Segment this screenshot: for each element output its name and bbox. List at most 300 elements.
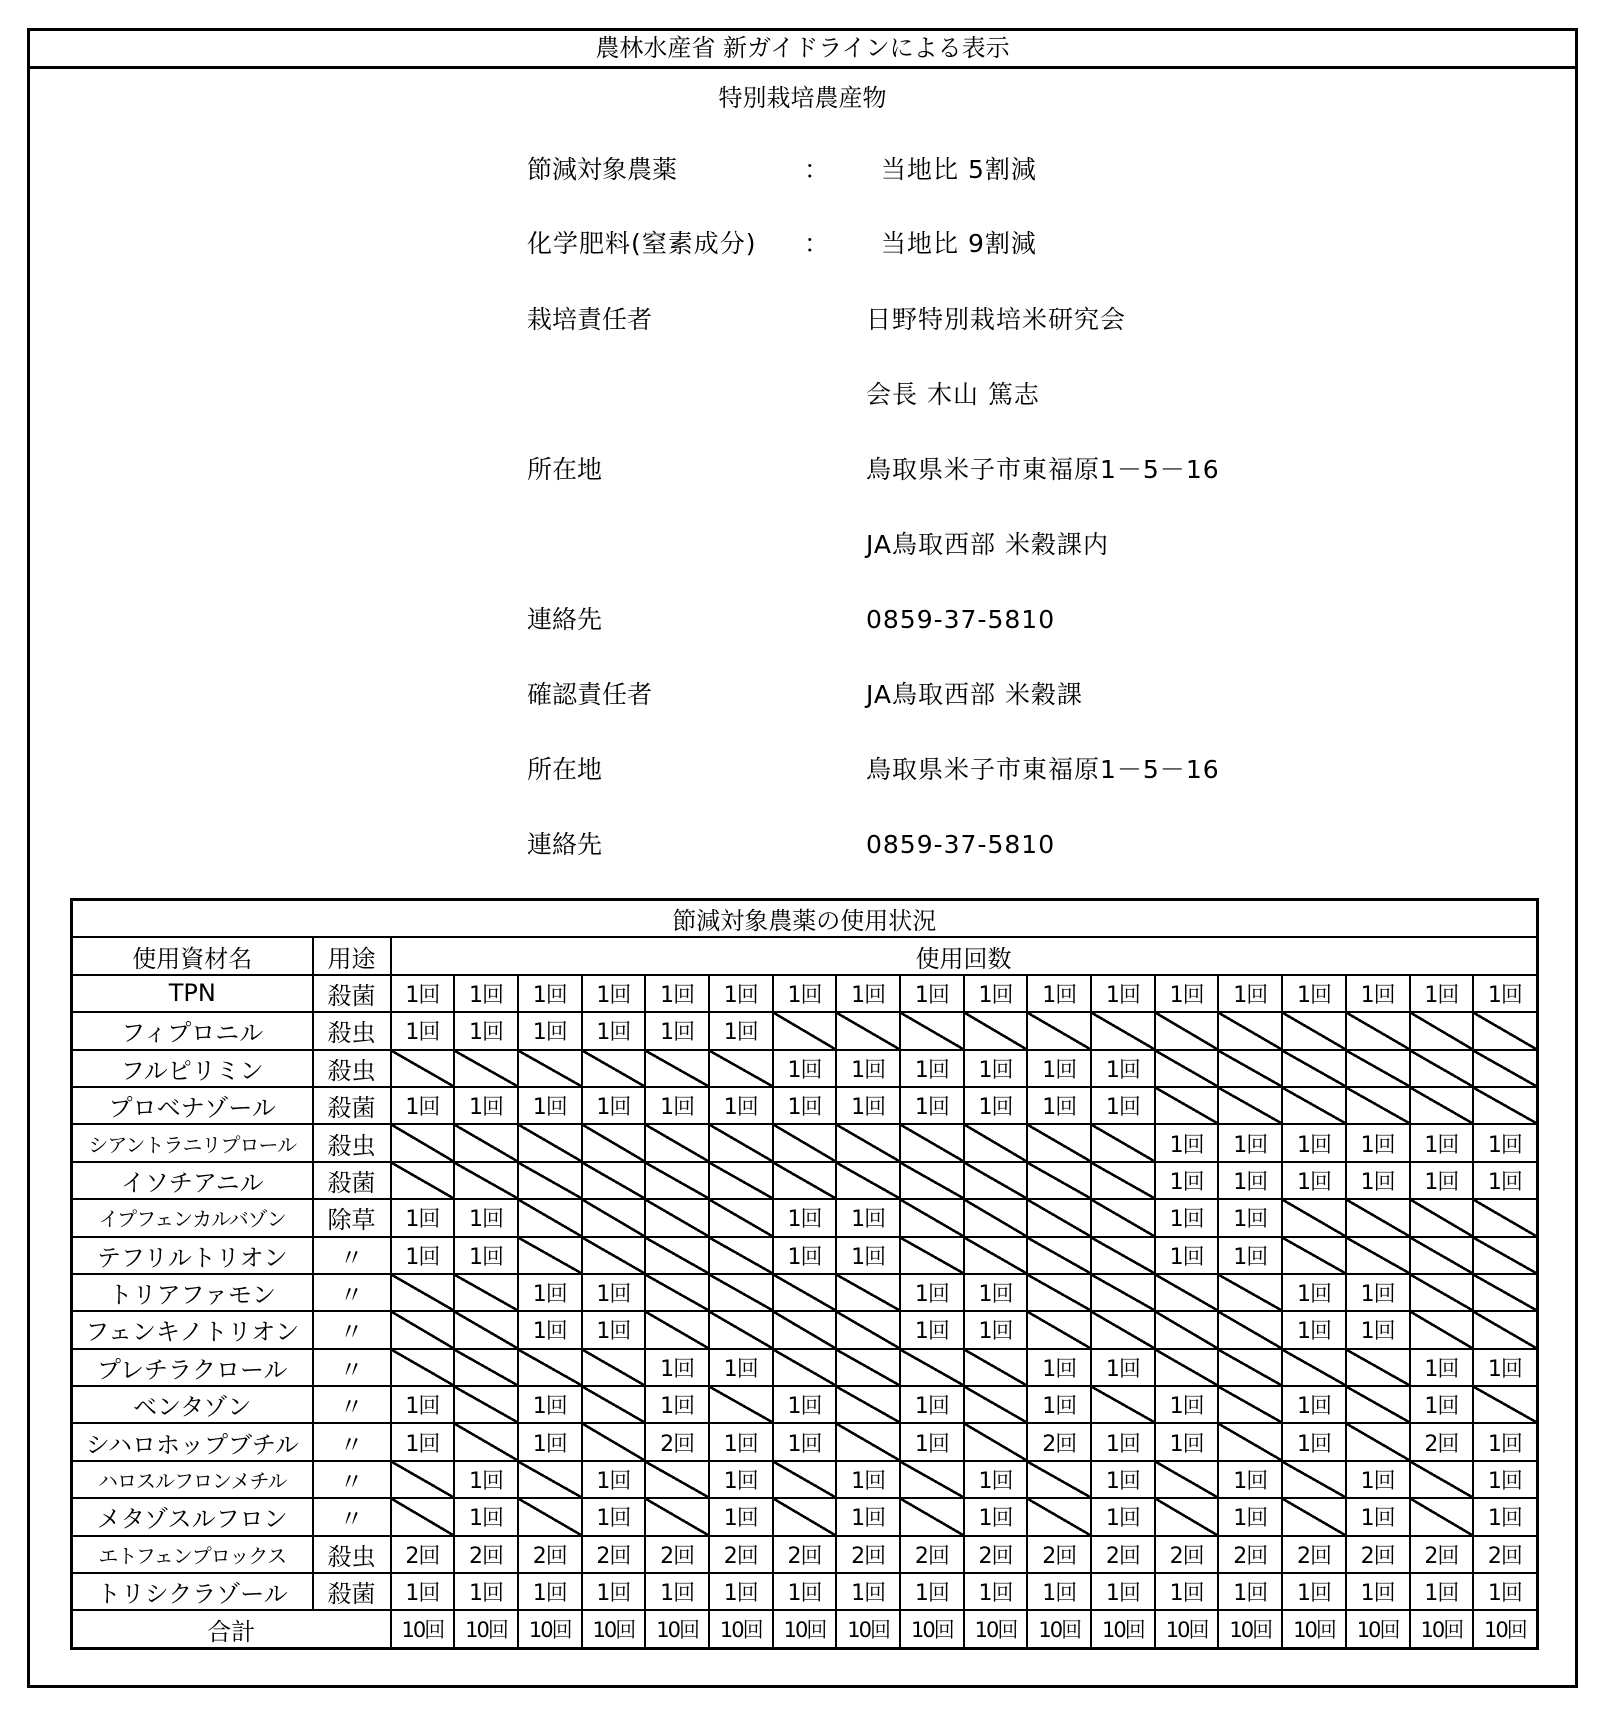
usage-count-cell: 1回 — [773, 1087, 837, 1124]
usage-count-cell: 1回 — [1155, 1423, 1219, 1460]
usage-count-cell: 2回 — [1155, 1536, 1219, 1573]
table-row — [72, 1162, 1538, 1199]
not-used-cell — [1473, 1237, 1537, 1274]
usage-count-cell: 1回 — [1346, 1311, 1410, 1348]
usage-count-cell: 1回 — [1218, 1573, 1282, 1610]
material-name: テフリルトリオン — [72, 1237, 313, 1274]
not-used-cell — [900, 1012, 964, 1049]
usage-count-cell: 1回 — [582, 1274, 646, 1311]
not-used-cell — [773, 1461, 837, 1498]
usage-count-cell: 1回 — [1091, 1423, 1155, 1460]
usage-count-cell: 1回 — [1282, 1311, 1346, 1348]
table-row — [72, 1573, 1538, 1610]
table-row — [72, 1237, 1538, 1274]
not-used-cell — [709, 1311, 773, 1348]
info-value-verifier: JA鳥取西部 米穀課 — [866, 680, 1083, 709]
usage-count-cell: 1回 — [773, 1050, 837, 1087]
not-used-cell — [1091, 1199, 1155, 1236]
usage-count-cell: 1回 — [964, 1087, 1028, 1124]
not-used-cell — [582, 1162, 646, 1199]
not-used-cell — [1410, 1012, 1474, 1049]
not-used-cell — [773, 1498, 837, 1535]
info-label-address-2: 所在地 — [527, 755, 603, 784]
not-used-cell — [900, 1349, 964, 1386]
not-used-cell — [1155, 1311, 1219, 1348]
not-used-cell — [1218, 1349, 1282, 1386]
info-value-pesticide: 当地比 5割減 — [881, 155, 1037, 184]
total-count-cell: 10回 — [900, 1610, 964, 1648]
not-used-cell — [964, 1012, 1028, 1049]
usage-count-cell: 2回 — [773, 1536, 837, 1573]
usage-count-cell: 1回 — [454, 1012, 518, 1049]
usage-count-cell: 1回 — [518, 1423, 582, 1460]
not-used-cell — [1282, 1498, 1346, 1535]
not-used-cell — [1410, 1199, 1474, 1236]
table-row — [72, 1498, 1538, 1535]
not-used-cell — [1346, 1199, 1410, 1236]
usage-count-cell: 2回 — [1027, 1423, 1091, 1460]
not-used-cell — [964, 1199, 1028, 1236]
material-use: 〃 — [313, 1237, 391, 1274]
usage-count-cell: 1回 — [391, 1199, 455, 1236]
not-used-cell — [836, 1423, 900, 1460]
not-used-cell — [1473, 1012, 1537, 1049]
info-label-verifier: 確認責任者 — [527, 680, 653, 709]
not-used-cell — [518, 1237, 582, 1274]
table-row — [72, 1050, 1538, 1087]
usage-count-cell: 1回 — [518, 1274, 582, 1311]
not-used-cell — [391, 1349, 455, 1386]
material-name: イプフェンカルバゾン — [72, 1199, 313, 1236]
total-count-cell: 10回 — [1410, 1610, 1474, 1648]
usage-count-cell: 1回 — [964, 1573, 1028, 1610]
material-use: 殺菌 — [313, 975, 391, 1012]
table-row — [72, 1461, 1538, 1498]
not-used-cell — [454, 1423, 518, 1460]
not-used-cell — [454, 1124, 518, 1161]
not-used-cell — [709, 1162, 773, 1199]
usage-count-cell: 1回 — [1091, 1573, 1155, 1610]
not-used-cell — [1027, 1311, 1091, 1348]
usage-count-cell: 1回 — [964, 1498, 1028, 1535]
not-used-cell — [1282, 1050, 1346, 1087]
not-used-cell — [1346, 1237, 1410, 1274]
not-used-cell — [645, 1311, 709, 1348]
material-use: 〃 — [313, 1311, 391, 1348]
not-used-cell — [1346, 1386, 1410, 1423]
usage-count-cell: 1回 — [773, 975, 837, 1012]
not-used-cell — [1155, 1274, 1219, 1311]
not-used-cell — [645, 1461, 709, 1498]
usage-count-cell: 1回 — [836, 1050, 900, 1087]
not-used-cell — [964, 1386, 1028, 1423]
material-name: トリシクラゾール — [72, 1573, 313, 1610]
not-used-cell — [1027, 1237, 1091, 1274]
not-used-cell — [582, 1199, 646, 1236]
usage-count-cell: 1回 — [900, 975, 964, 1012]
not-used-cell — [1027, 1498, 1091, 1535]
usage-count-cell: 1回 — [773, 1386, 837, 1423]
usage-count-cell: 1回 — [1282, 975, 1346, 1012]
usage-count-cell: 1回 — [709, 1573, 773, 1610]
usage-count-cell: 1回 — [1218, 975, 1282, 1012]
usage-count-cell: 1回 — [518, 1012, 582, 1049]
not-used-cell — [836, 1124, 900, 1161]
usage-count-cell: 1回 — [1410, 975, 1474, 1012]
not-used-cell — [709, 1274, 773, 1311]
info-value-contact: 0859-37-5810 — [866, 605, 1056, 634]
usage-count-cell: 1回 — [1346, 1573, 1410, 1610]
not-used-cell — [391, 1311, 455, 1348]
column-header-use: 用途 — [313, 937, 391, 974]
total-count-cell: 10回 — [1346, 1610, 1410, 1648]
usage-count-cell: 2回 — [454, 1536, 518, 1573]
not-used-cell — [1218, 1012, 1282, 1049]
usage-count-cell: 1回 — [454, 1087, 518, 1124]
total-row — [72, 1610, 1538, 1648]
total-count-cell: 10回 — [391, 1610, 455, 1648]
total-count-cell: 10回 — [836, 1610, 900, 1648]
material-use: 殺菌 — [313, 1162, 391, 1199]
not-used-cell — [964, 1162, 1028, 1199]
usage-count-cell: 1回 — [1282, 1573, 1346, 1610]
not-used-cell — [964, 1349, 1028, 1386]
total-count-cell: 10回 — [1155, 1610, 1219, 1648]
not-used-cell — [1218, 1050, 1282, 1087]
not-used-cell — [1410, 1311, 1474, 1348]
not-used-cell — [582, 1050, 646, 1087]
not-used-cell — [1155, 1012, 1219, 1049]
not-used-cell — [773, 1274, 837, 1311]
not-used-cell — [900, 1498, 964, 1535]
total-count-cell: 10回 — [645, 1610, 709, 1648]
usage-count-cell: 1回 — [1027, 1050, 1091, 1087]
usage-count-cell: 1回 — [1218, 1498, 1282, 1535]
usage-count-cell: 1回 — [964, 975, 1028, 1012]
usage-count-cell: 1回 — [454, 1498, 518, 1535]
material-name: エトフェンプロックス — [72, 1536, 313, 1573]
info-label-contact-2: 連絡先 — [527, 830, 603, 859]
usage-count-cell: 1回 — [709, 1498, 773, 1535]
info-value-fertilizer: 当地比 9割減 — [881, 229, 1037, 258]
material-name: シアントラニリプロール — [72, 1124, 313, 1161]
material-use: 〃 — [313, 1349, 391, 1386]
not-used-cell — [1282, 1087, 1346, 1124]
not-used-cell — [900, 1162, 964, 1199]
usage-count-cell: 1回 — [836, 975, 900, 1012]
usage-count-cell: 1回 — [1410, 1349, 1474, 1386]
usage-count-cell: 2回 — [900, 1536, 964, 1573]
usage-count-cell: 1回 — [1473, 975, 1537, 1012]
usage-count-cell: 1回 — [964, 1274, 1028, 1311]
material-name: シハロホップブチル — [72, 1423, 313, 1460]
not-used-cell — [391, 1124, 455, 1161]
not-used-cell — [1027, 1274, 1091, 1311]
usage-count-cell: 1回 — [1218, 1199, 1282, 1236]
not-used-cell — [1155, 1087, 1219, 1124]
usage-count-cell: 1回 — [1091, 975, 1155, 1012]
total-count-cell: 10回 — [518, 1610, 582, 1648]
not-used-cell — [1091, 1386, 1155, 1423]
usage-count-cell: 1回 — [454, 1237, 518, 1274]
not-used-cell — [454, 1050, 518, 1087]
usage-count-cell: 1回 — [1155, 1162, 1219, 1199]
usage-count-cell: 1回 — [1091, 1349, 1155, 1386]
total-count-cell: 10回 — [1282, 1610, 1346, 1648]
usage-count-cell: 2回 — [518, 1536, 582, 1573]
usage-count-cell: 1回 — [645, 1386, 709, 1423]
material-use: 殺虫 — [313, 1012, 391, 1049]
not-used-cell — [454, 1386, 518, 1423]
not-used-cell — [645, 1498, 709, 1535]
usage-count-cell: 1回 — [391, 1573, 455, 1610]
total-label: 合計 — [72, 1610, 391, 1648]
not-used-cell — [518, 1162, 582, 1199]
usage-count-cell: 1回 — [518, 975, 582, 1012]
usage-count-cell: 1回 — [582, 1461, 646, 1498]
info-colon: ： — [804, 155, 830, 184]
not-used-cell — [1027, 1461, 1091, 1498]
usage-count-cell: 1回 — [836, 1237, 900, 1274]
usage-count-cell: 1回 — [709, 1423, 773, 1460]
table-row — [72, 1124, 1538, 1161]
usage-count-cell: 1回 — [1410, 1386, 1474, 1423]
not-used-cell — [1091, 1311, 1155, 1348]
usage-count-cell: 1回 — [773, 1423, 837, 1460]
usage-count-cell: 1回 — [1473, 1461, 1537, 1498]
not-used-cell — [836, 1162, 900, 1199]
not-used-cell — [1473, 1274, 1537, 1311]
usage-count-cell: 2回 — [645, 1536, 709, 1573]
not-used-cell — [1473, 1311, 1537, 1348]
info-label-grower: 栽培責任者 — [527, 305, 653, 334]
usage-count-cell: 1回 — [1473, 1423, 1537, 1460]
usage-count-cell: 1回 — [709, 1461, 773, 1498]
total-count-cell: 10回 — [454, 1610, 518, 1648]
material-use: 〃 — [313, 1498, 391, 1535]
not-used-cell — [582, 1386, 646, 1423]
usage-count-cell: 1回 — [582, 1087, 646, 1124]
usage-count-cell: 1回 — [391, 975, 455, 1012]
material-name: フルピリミン — [72, 1050, 313, 1087]
usage-count-cell: 1回 — [1282, 1274, 1346, 1311]
usage-count-cell: 1回 — [773, 1199, 837, 1236]
info-value-contact-2: 0859-37-5810 — [866, 830, 1056, 859]
not-used-cell — [518, 1461, 582, 1498]
usage-count-cell: 1回 — [1282, 1124, 1346, 1161]
usage-count-cell: 2回 — [1473, 1536, 1537, 1573]
usage-count-cell: 1回 — [1410, 1573, 1474, 1610]
material-use: 殺虫 — [313, 1536, 391, 1573]
usage-count-cell: 1回 — [709, 975, 773, 1012]
not-used-cell — [1091, 1012, 1155, 1049]
not-used-cell — [582, 1349, 646, 1386]
not-used-cell — [582, 1423, 646, 1460]
usage-count-cell: 2回 — [964, 1536, 1028, 1573]
usage-count-cell: 1回 — [645, 1087, 709, 1124]
material-use: 殺菌 — [313, 1087, 391, 1124]
material-use: 除草 — [313, 1199, 391, 1236]
usage-count-cell: 1回 — [1410, 1124, 1474, 1161]
usage-count-cell: 1回 — [1027, 1349, 1091, 1386]
total-count-cell: 10回 — [1027, 1610, 1091, 1648]
column-header-count: 使用回数 — [391, 937, 1538, 974]
material-use: 殺虫 — [313, 1050, 391, 1087]
not-used-cell — [582, 1124, 646, 1161]
subtitle: 特別栽培農産物 — [718, 84, 887, 112]
not-used-cell — [773, 1311, 837, 1348]
usage-count-cell: 1回 — [964, 1461, 1028, 1498]
usage-count-cell: 1回 — [1155, 1199, 1219, 1236]
usage-count-cell: 1回 — [836, 1087, 900, 1124]
not-used-cell — [391, 1162, 455, 1199]
not-used-cell — [1091, 1274, 1155, 1311]
not-used-cell — [1410, 1461, 1474, 1498]
usage-count-cell: 1回 — [964, 1050, 1028, 1087]
info-value-grower: 日野特別栽培米研究会 — [866, 305, 1127, 334]
usage-count-cell: 1回 — [900, 1274, 964, 1311]
not-used-cell — [836, 1012, 900, 1049]
table-title: 節減対象農薬の使用状況 — [72, 900, 1538, 938]
table-row — [72, 1423, 1538, 1460]
not-used-cell — [836, 1349, 900, 1386]
usage-count-cell: 1回 — [1091, 1087, 1155, 1124]
table-header-row — [72, 937, 1538, 974]
usage-count-cell: 1回 — [836, 1498, 900, 1535]
not-used-cell — [1091, 1124, 1155, 1161]
usage-count-cell: 1回 — [836, 1461, 900, 1498]
usage-count-cell: 2回 — [1346, 1536, 1410, 1573]
usage-count-cell: 2回 — [1410, 1536, 1474, 1573]
usage-count-cell: 1回 — [1027, 1386, 1091, 1423]
usage-count-cell: 2回 — [1027, 1536, 1091, 1573]
not-used-cell — [1346, 1012, 1410, 1049]
not-used-cell — [1410, 1087, 1474, 1124]
not-used-cell — [836, 1274, 900, 1311]
not-used-cell — [1218, 1386, 1282, 1423]
not-used-cell — [709, 1124, 773, 1161]
not-used-cell — [645, 1199, 709, 1236]
usage-count-cell: 1回 — [900, 1423, 964, 1460]
not-used-cell — [645, 1237, 709, 1274]
material-use: 〃 — [313, 1274, 391, 1311]
info-value-address: 鳥取県米子市東福原1－5－16 — [866, 455, 1220, 484]
not-used-cell — [964, 1237, 1028, 1274]
usage-count-cell: 1回 — [1155, 1573, 1219, 1610]
not-used-cell — [709, 1050, 773, 1087]
usage-count-cell: 1回 — [1155, 1386, 1219, 1423]
not-used-cell — [1410, 1050, 1474, 1087]
material-name: プロベナゾール — [72, 1087, 313, 1124]
not-used-cell — [1473, 1050, 1537, 1087]
not-used-cell — [836, 1386, 900, 1423]
total-count-cell: 10回 — [582, 1610, 646, 1648]
usage-count-cell: 1回 — [1218, 1237, 1282, 1274]
table-row — [72, 975, 1538, 1012]
usage-count-cell: 1回 — [391, 1237, 455, 1274]
table-row — [72, 1536, 1538, 1573]
usage-count-cell: 1回 — [1346, 1461, 1410, 1498]
not-used-cell — [773, 1124, 837, 1161]
table-row — [72, 1349, 1538, 1386]
material-name: ハロスルフロンメチル — [72, 1461, 313, 1498]
info-label-address: 所在地 — [527, 455, 603, 484]
not-used-cell — [773, 1349, 837, 1386]
usage-count-cell: 1回 — [645, 1012, 709, 1049]
not-used-cell — [391, 1498, 455, 1535]
total-count-cell: 10回 — [964, 1610, 1028, 1648]
not-used-cell — [709, 1386, 773, 1423]
info-value-representative: 会長 木山 篤志 — [866, 380, 1040, 409]
usage-count-cell: 2回 — [1218, 1536, 1282, 1573]
usage-count-cell: 1回 — [1027, 975, 1091, 1012]
usage-count-cell: 1回 — [391, 1386, 455, 1423]
usage-count-cell: 2回 — [709, 1536, 773, 1573]
material-use: 〃 — [313, 1386, 391, 1423]
not-used-cell — [454, 1274, 518, 1311]
usage-count-cell: 2回 — [582, 1536, 646, 1573]
usage-count-cell: 1回 — [900, 1573, 964, 1610]
not-used-cell — [1410, 1274, 1474, 1311]
not-used-cell — [582, 1237, 646, 1274]
not-used-cell — [1027, 1162, 1091, 1199]
not-used-cell — [645, 1162, 709, 1199]
table-row — [72, 1012, 1538, 1049]
usage-count-cell: 1回 — [391, 1012, 455, 1049]
not-used-cell — [1027, 1199, 1091, 1236]
not-used-cell — [454, 1311, 518, 1348]
not-used-cell — [454, 1349, 518, 1386]
total-count-cell: 10回 — [1091, 1610, 1155, 1648]
info-value-address-office: JA鳥取西部 米穀課内 — [866, 530, 1109, 559]
usage-count-cell: 1回 — [1155, 1124, 1219, 1161]
usage-count-cell: 1回 — [1346, 1124, 1410, 1161]
usage-count-cell: 1回 — [900, 1311, 964, 1348]
usage-count-cell: 1回 — [1218, 1124, 1282, 1161]
usage-count-cell: 1回 — [1282, 1162, 1346, 1199]
usage-count-cell: 1回 — [900, 1050, 964, 1087]
usage-count-cell: 1回 — [836, 1199, 900, 1236]
not-used-cell — [1155, 1498, 1219, 1535]
not-used-cell — [1155, 1050, 1219, 1087]
not-used-cell — [518, 1199, 582, 1236]
not-used-cell — [964, 1423, 1028, 1460]
table-row — [72, 1386, 1538, 1423]
usage-count-cell: 1回 — [1473, 1162, 1537, 1199]
usage-count-cell: 1回 — [1473, 1498, 1537, 1535]
usage-count-cell: 1回 — [1346, 1498, 1410, 1535]
material-name: TPN — [72, 975, 313, 1012]
material-use: 殺虫 — [313, 1124, 391, 1161]
info-label-fertilizer: 化学肥料(窒素成分) — [527, 229, 757, 258]
table-row — [72, 1199, 1538, 1236]
not-used-cell — [1346, 1087, 1410, 1124]
not-used-cell — [518, 1050, 582, 1087]
info-label-pesticide: 節減対象農薬 — [527, 155, 678, 184]
not-used-cell — [900, 1461, 964, 1498]
usage-count-cell: 1回 — [1346, 1162, 1410, 1199]
not-used-cell — [773, 1162, 837, 1199]
usage-count-cell: 1回 — [582, 1498, 646, 1535]
total-count-cell: 10回 — [773, 1610, 837, 1648]
not-used-cell — [709, 1237, 773, 1274]
not-used-cell — [1027, 1012, 1091, 1049]
usage-count-cell: 1回 — [709, 1012, 773, 1049]
not-used-cell — [1473, 1087, 1537, 1124]
not-used-cell — [1282, 1461, 1346, 1498]
usage-count-cell: 2回 — [1282, 1536, 1346, 1573]
not-used-cell — [1218, 1087, 1282, 1124]
